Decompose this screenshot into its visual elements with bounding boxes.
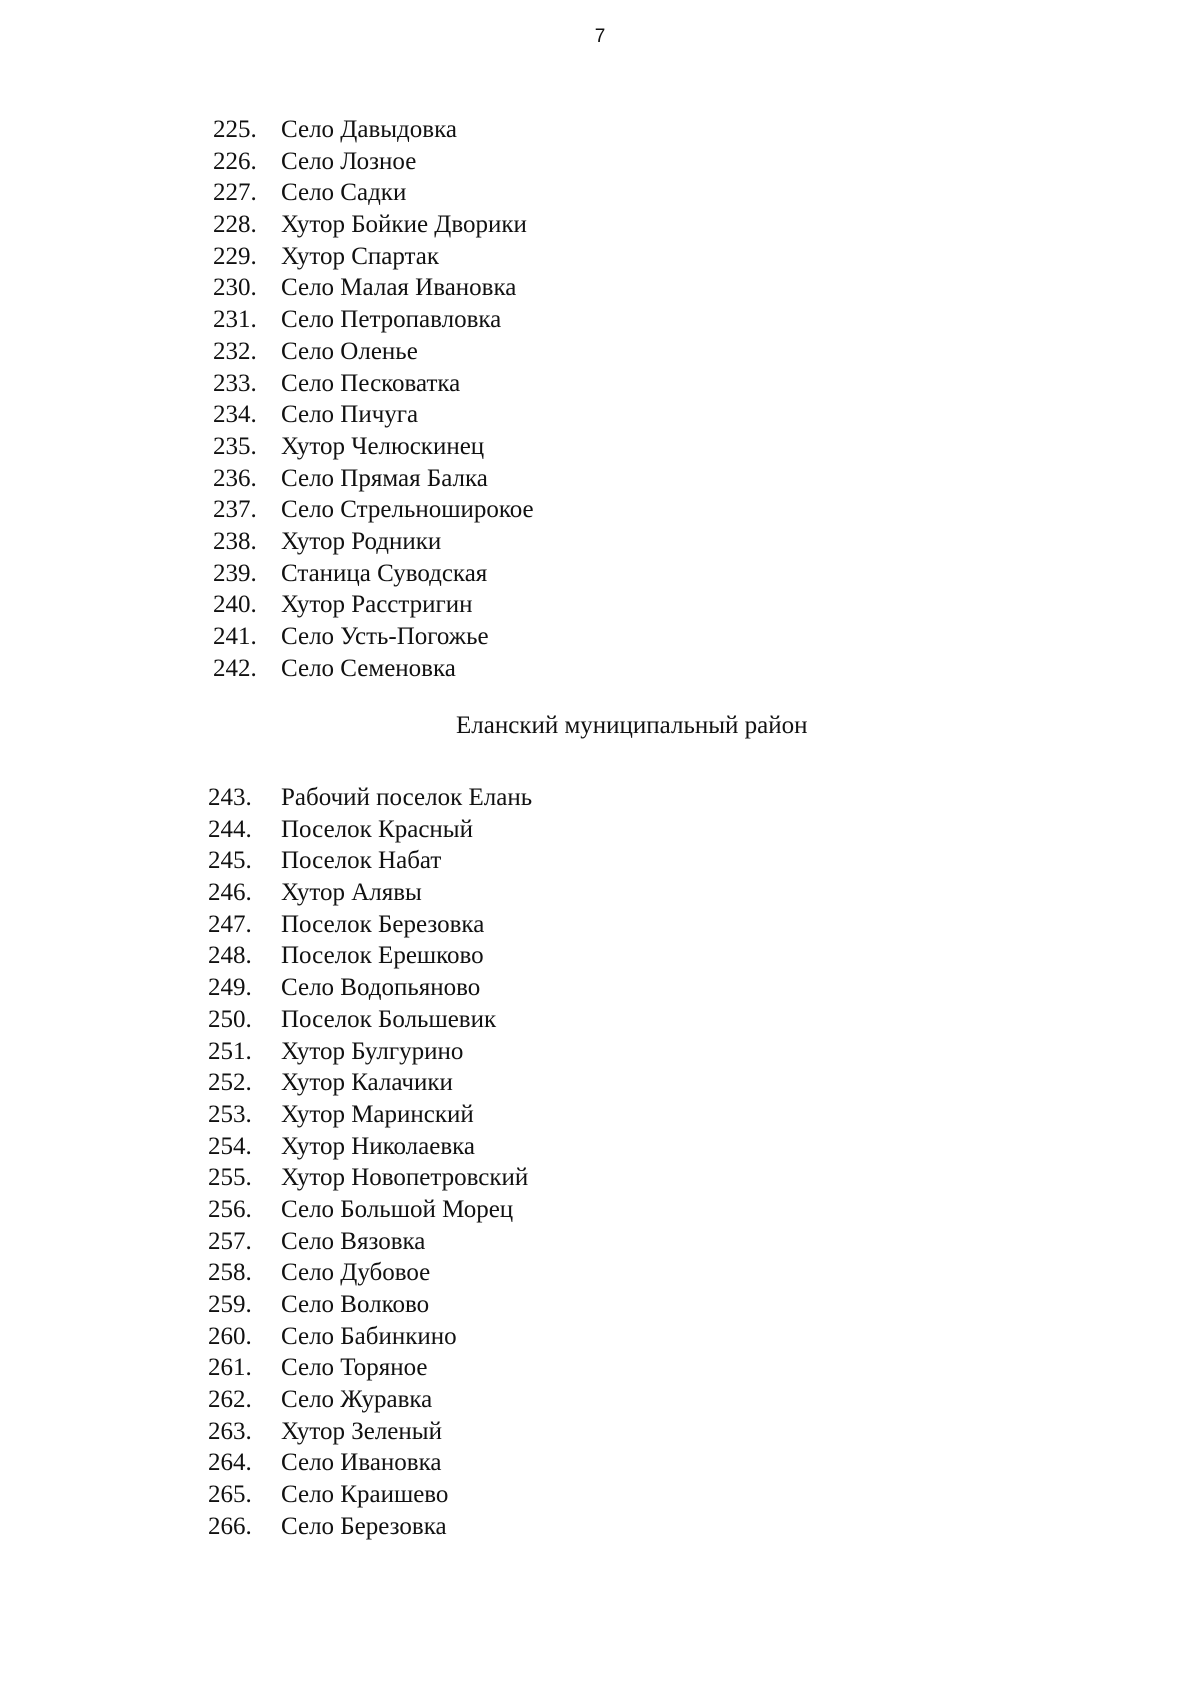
settlement-name: Станица Суводская xyxy=(281,559,488,587)
entry-number: 260. xyxy=(208,1322,252,1350)
settlement-name: Хутор Бойкие Дворики xyxy=(281,211,527,239)
entry-number: 231. xyxy=(213,306,257,334)
settlement-name: Хутор Зеленый xyxy=(281,1417,442,1445)
entry-number: 229. xyxy=(213,242,257,270)
entry-number: 254. xyxy=(208,1132,252,1160)
entry-number: 240. xyxy=(213,591,257,619)
entry-number: 256. xyxy=(208,1195,252,1223)
entry-number: 236. xyxy=(213,464,257,492)
settlement-name: Хутор Родники xyxy=(281,527,442,555)
entry-number: 251. xyxy=(208,1037,252,1065)
entry-number: 234. xyxy=(213,401,257,429)
settlement-name: Хутор Калачики xyxy=(281,1069,453,1097)
settlement-name: Село Давыдовка xyxy=(281,116,457,143)
settlement-name: Село Большой Морец xyxy=(281,1195,514,1223)
settlement-name: Село Краишево xyxy=(281,1481,449,1509)
entry-number: 266. xyxy=(208,1512,252,1540)
settlement-name: Хутор Булгурино xyxy=(281,1037,464,1065)
entry-number: 237. xyxy=(213,496,257,524)
entry-number: 245. xyxy=(208,847,252,875)
settlement-name: Село Журавка xyxy=(281,1386,433,1414)
settlement-name: Село Усть-Погожье xyxy=(281,623,489,650)
settlement-name: Хутор Челюскинец xyxy=(281,432,485,460)
entry-number: 255. xyxy=(208,1164,252,1192)
entry-number: 230. xyxy=(213,274,257,302)
settlement-name: Хутор Новопетровский xyxy=(281,1164,529,1192)
entry-number: 244. xyxy=(208,815,252,843)
entry-number: 242. xyxy=(213,654,257,682)
settlement-name: Поселок Красный xyxy=(281,815,473,843)
settlement-name: Село Лозное xyxy=(281,147,417,175)
entry-number: 246. xyxy=(208,879,252,907)
settlement-name: Хутор Спартак xyxy=(281,242,439,270)
settlement-name: Поселок Набат xyxy=(281,847,442,875)
entry-number: 253. xyxy=(208,1100,252,1128)
page-number: 7 xyxy=(594,26,606,47)
entry-number: 249. xyxy=(208,974,252,1002)
settlement-name: Село Стрельноширокое xyxy=(281,496,534,524)
settlement-name: Поселок Большевик xyxy=(281,1005,497,1033)
settlement-name: Село Малая Ивановка xyxy=(281,274,517,302)
settlement-name: Село Садки xyxy=(281,179,407,207)
entry-number: 238. xyxy=(213,527,257,555)
settlement-name: Хутор Маринский xyxy=(281,1100,474,1128)
settlement-name: Село Бабинкино xyxy=(281,1322,457,1350)
settlement-name: Село Прямая Балка xyxy=(281,464,488,492)
entry-number: 250. xyxy=(208,1005,252,1033)
entry-number: 235. xyxy=(213,432,257,460)
settlement-name: Поселок Березовка xyxy=(281,910,485,938)
entry-number: 243. xyxy=(208,784,252,811)
entry-number: 265. xyxy=(208,1481,252,1509)
settlement-name: Село Ивановка xyxy=(281,1449,442,1477)
entry-number: 259. xyxy=(208,1291,252,1318)
entry-number: 248. xyxy=(208,942,252,970)
settlement-name: Хутор Алявы xyxy=(281,879,422,907)
entry-number: 232. xyxy=(213,337,257,365)
settlement-name: Село Водопьяново xyxy=(281,974,481,1002)
settlement-name: Хутор Расстригин xyxy=(281,591,473,619)
entry-number: 252. xyxy=(208,1069,252,1097)
entry-number: 247. xyxy=(208,910,252,938)
entry-number: 264. xyxy=(208,1449,252,1477)
entry-number: 225. xyxy=(213,116,257,143)
settlement-name: Село Оленье xyxy=(281,337,418,365)
entry-number: 263. xyxy=(208,1417,252,1445)
settlement-name: Село Волково xyxy=(281,1291,430,1318)
entry-number: 239. xyxy=(213,559,257,587)
entry-number: 261. xyxy=(208,1354,252,1382)
settlement-name: Рабочий поселок Елань xyxy=(281,784,533,811)
settlement-name: Село Торяное xyxy=(281,1354,428,1382)
settlement-name: Село Вязовка xyxy=(281,1227,426,1255)
entry-number: 227. xyxy=(213,179,257,207)
entry-number: 258. xyxy=(208,1259,252,1287)
entry-number: 228. xyxy=(213,211,257,239)
settlement-name: Село Пичуга xyxy=(281,401,419,429)
entry-number: 226. xyxy=(213,147,257,175)
settlement-name: Село Березовка xyxy=(281,1512,447,1540)
settlement-name: Село Песковатка xyxy=(281,369,461,397)
entry-number: 257. xyxy=(208,1227,252,1255)
settlement-name: Село Семеновка xyxy=(281,654,456,682)
entry-number: 233. xyxy=(213,369,257,397)
section-heading: Еланский муниципальный район xyxy=(456,712,808,739)
settlement-name: Село Дубовое xyxy=(281,1259,431,1287)
entry-number: 241. xyxy=(213,623,257,650)
settlement-name: Село Петропавловка xyxy=(281,306,502,334)
settlement-name: Хутор Николаевка xyxy=(281,1132,476,1160)
settlement-name: Поселок Ерешково xyxy=(281,942,484,970)
entry-number: 262. xyxy=(208,1386,252,1414)
